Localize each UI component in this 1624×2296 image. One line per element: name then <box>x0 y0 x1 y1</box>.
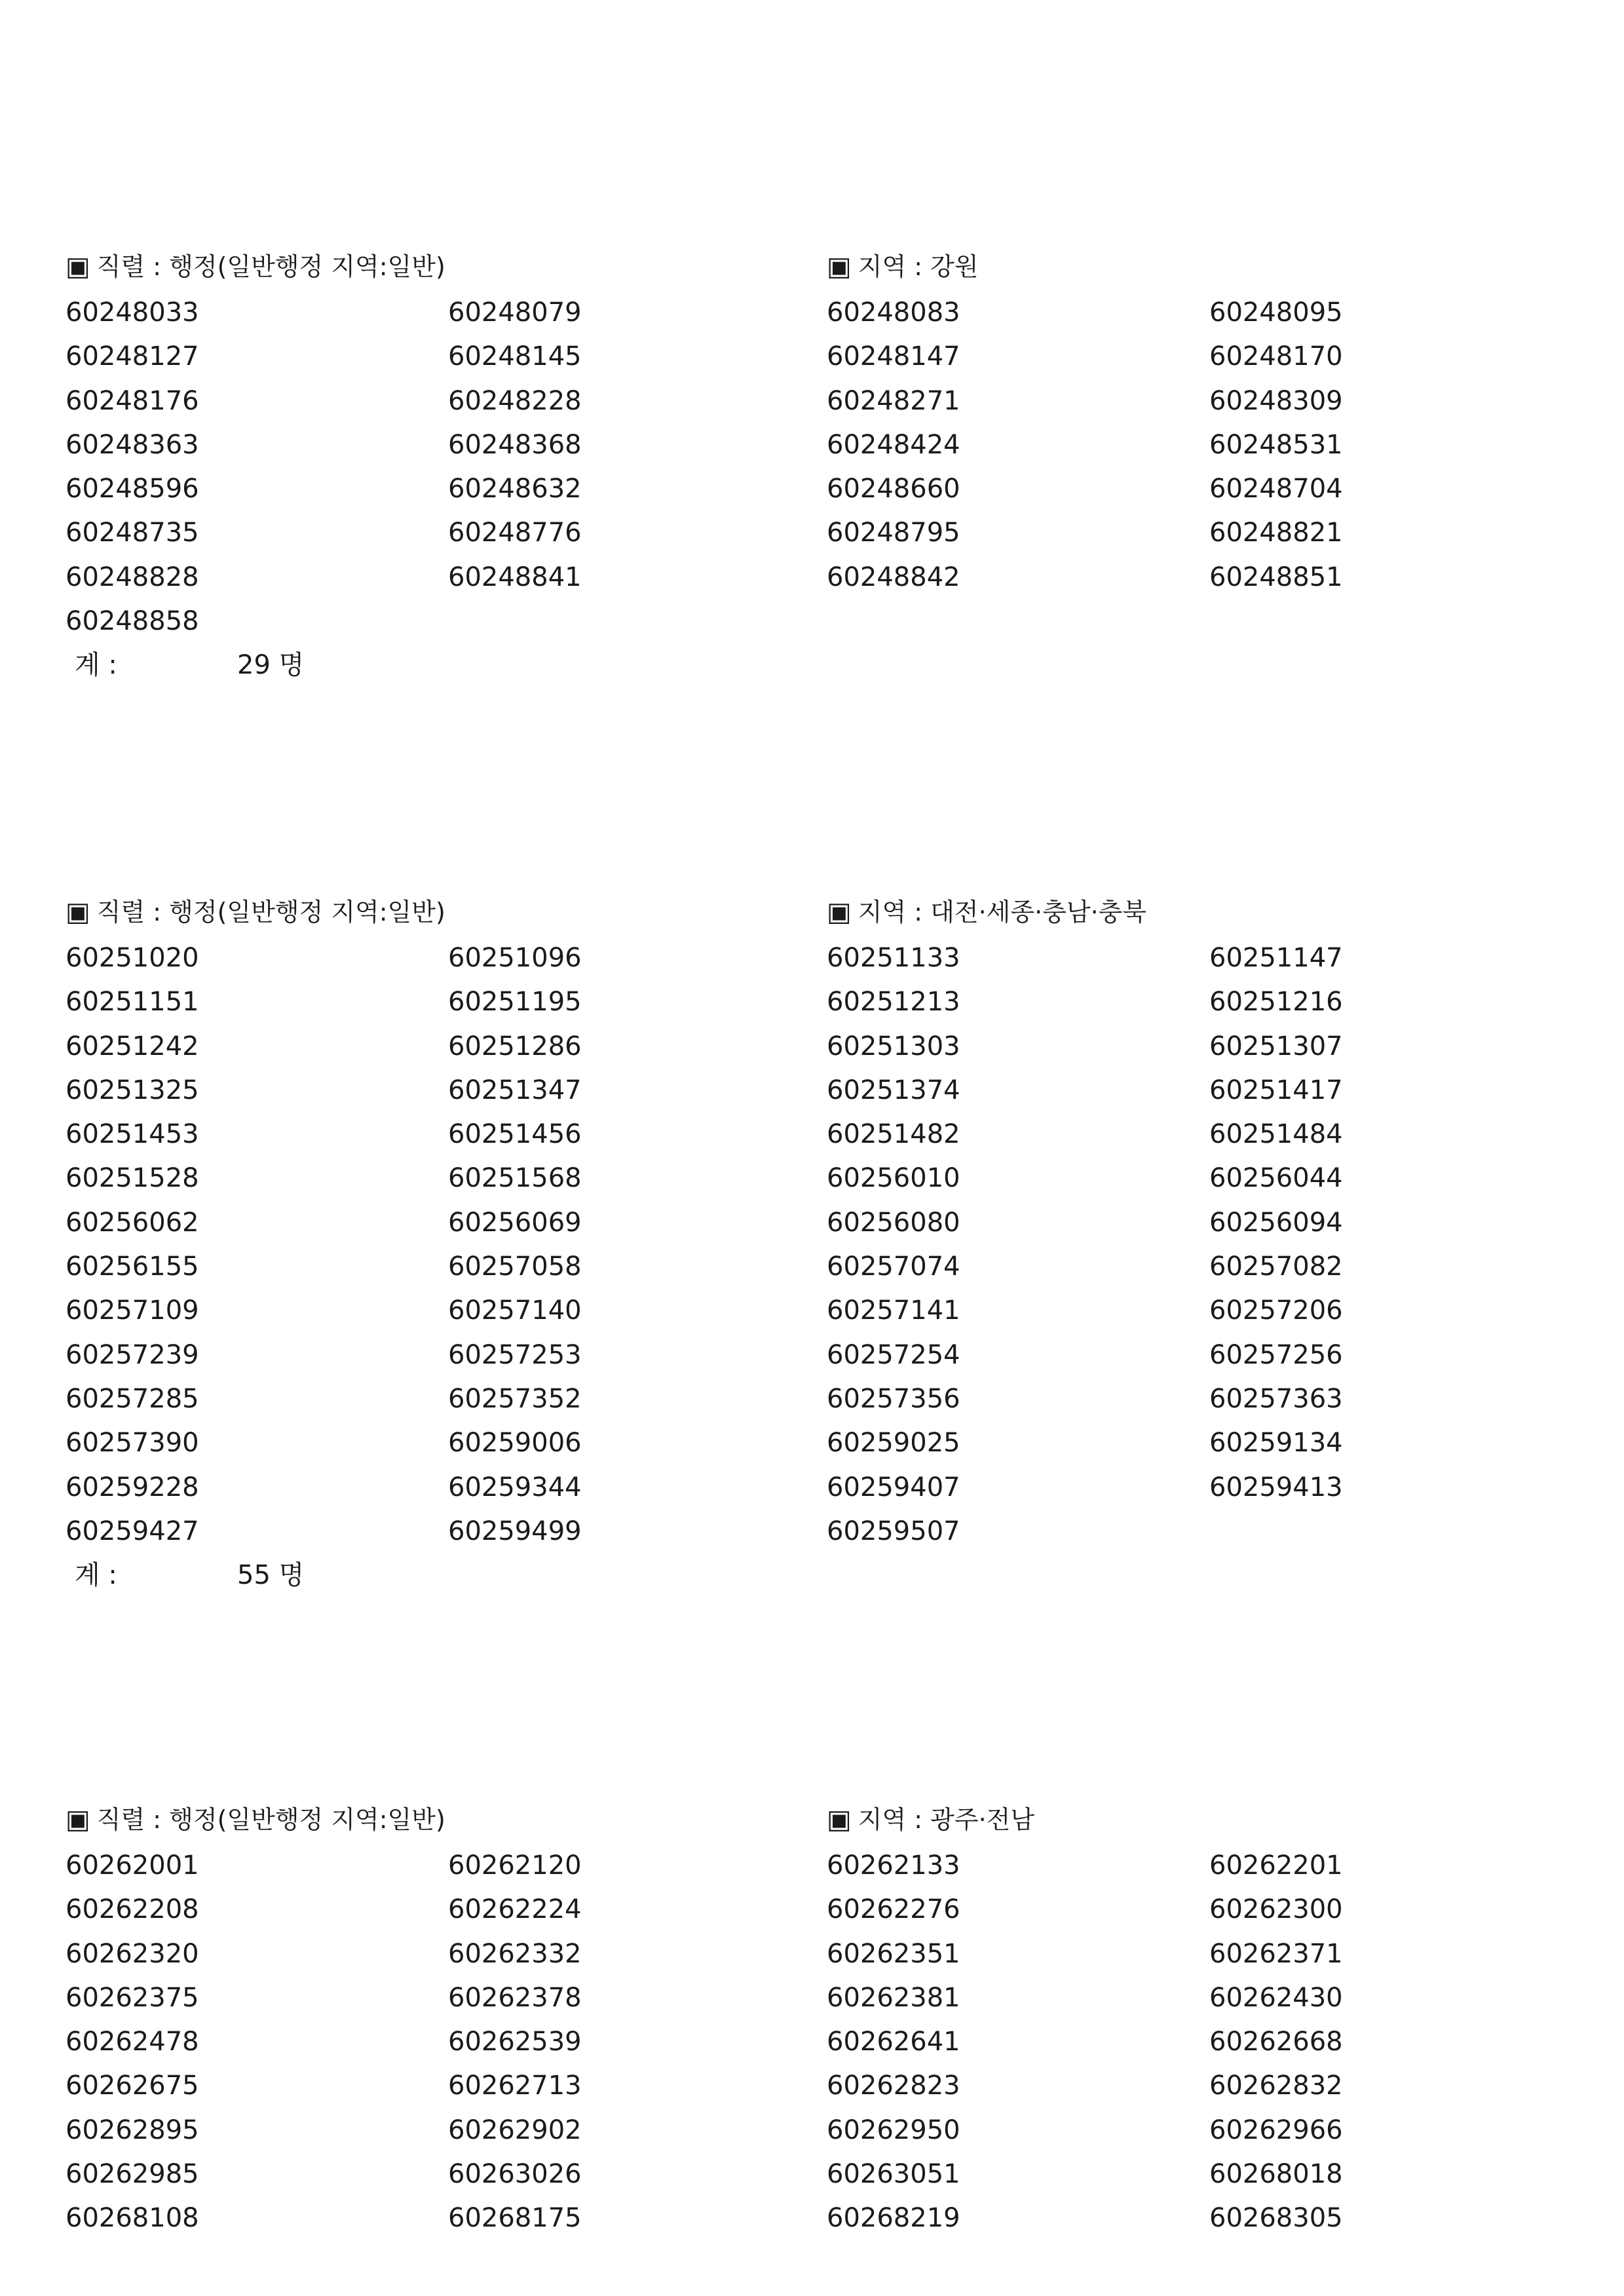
registration-number: 60256155 <box>66 1252 199 1282</box>
registration-number: 60251151 <box>66 987 199 1018</box>
job-series-header <box>66 242 445 291</box>
registration-number: 60262832 <box>1209 2071 1343 2101</box>
registration-number: 60251417 <box>1209 1075 1343 1105</box>
registration-number-grid <box>66 291 1533 643</box>
registration-number: 60251374 <box>827 1075 960 1105</box>
registration-number: 60257352 <box>448 1383 582 1414</box>
registration-number: 60251453 <box>66 1119 199 1150</box>
section-header-row <box>66 1795 1533 1844</box>
square-bullet-icon: ▣ <box>66 1805 90 1835</box>
registration-number: 60263026 <box>448 2159 582 2190</box>
registration-number: 60262478 <box>66 2027 199 2057</box>
registration-number: 60251303 <box>827 1031 960 1062</box>
registration-number: 60257058 <box>448 1252 582 1282</box>
registration-number: 60262120 <box>448 1850 582 1881</box>
registration-number: 60248095 <box>1209 297 1343 328</box>
registration-number: 60262201 <box>1209 1850 1343 1881</box>
registration-number: 60248368 <box>448 429 582 460</box>
registration-number: 60251484 <box>1209 1119 1343 1150</box>
square-bullet-icon: ▣ <box>66 897 90 927</box>
registration-number: 60256069 <box>448 1207 582 1238</box>
registration-number: 60257356 <box>827 1383 960 1414</box>
registration-number: 60268018 <box>1209 2159 1343 2190</box>
registration-number: 60248424 <box>827 429 960 460</box>
registration-number: 60248145 <box>448 341 582 372</box>
registration-number: 60262208 <box>66 1894 199 1925</box>
job-series-header <box>66 1795 445 1844</box>
candidate-section <box>66 1795 1533 2241</box>
registration-number: 60251213 <box>827 987 960 1018</box>
registration-number: 60257082 <box>1209 1252 1343 1282</box>
registration-number: 60259499 <box>448 1516 582 1546</box>
total-label: 계 : <box>75 1560 117 1591</box>
square-bullet-icon: ▣ <box>827 1805 852 1835</box>
registration-number: 60248795 <box>827 518 960 548</box>
registration-number: 60259507 <box>827 1516 960 1546</box>
registration-number: 60248228 <box>448 385 582 416</box>
registration-number: 60251482 <box>827 1119 960 1150</box>
header-text: 직렬 : 행정(일반행정 지역:일반) <box>96 1805 445 1834</box>
header-text: 지역 : 강원 <box>858 252 979 281</box>
registration-number: 60257140 <box>448 1295 582 1326</box>
registration-number: 60262375 <box>66 1982 199 2013</box>
registration-number: 60257253 <box>448 1339 582 1370</box>
registration-number: 60268175 <box>448 2203 582 2234</box>
registration-number: 60248083 <box>827 297 960 328</box>
registration-number: 60251147 <box>1209 943 1343 973</box>
registration-number: 60257390 <box>66 1428 199 1459</box>
registration-number: 60262985 <box>66 2159 199 2190</box>
registration-number: 60248127 <box>66 341 199 372</box>
registration-number: 60251347 <box>448 1075 582 1105</box>
registration-number: 60262381 <box>827 1982 960 2013</box>
registration-number: 60248735 <box>66 518 199 548</box>
total-row <box>66 1554 1533 1598</box>
region-header <box>827 1795 1034 1844</box>
registration-number: 60251242 <box>66 1031 199 1062</box>
registration-number: 60248858 <box>66 606 199 637</box>
registration-number: 60248033 <box>66 297 199 328</box>
registration-number: 60262966 <box>1209 2114 1343 2145</box>
registration-number: 60257256 <box>1209 1339 1343 1370</box>
registration-number: 60251195 <box>448 987 582 1018</box>
header-text: 지역 : 대전·세종·충남·충북 <box>858 898 1147 927</box>
registration-number: 60262320 <box>66 1938 199 1969</box>
registration-number: 60251020 <box>66 943 199 973</box>
registration-number: 60262276 <box>827 1894 960 1925</box>
square-bullet-icon: ▣ <box>827 252 852 282</box>
registration-number: 60248271 <box>827 385 960 416</box>
candidate-section <box>66 242 1533 687</box>
registration-number-grid <box>66 1844 1533 2241</box>
section-header-row <box>66 888 1533 936</box>
registration-number: 60248309 <box>1209 385 1343 416</box>
registration-number: 60257254 <box>827 1339 960 1370</box>
registration-number: 60262001 <box>66 1850 199 1881</box>
registration-number: 60259413 <box>1209 1472 1343 1502</box>
registration-number: 60248170 <box>1209 341 1343 372</box>
registration-number: 60251216 <box>1209 987 1343 1018</box>
total-count: 29 명 <box>237 650 305 681</box>
registration-number: 60268305 <box>1209 2203 1343 2234</box>
registration-number: 60262668 <box>1209 2027 1343 2057</box>
square-bullet-icon: ▣ <box>827 897 852 927</box>
registration-number: 60268108 <box>66 2203 199 2234</box>
total-count: 55 명 <box>237 1560 305 1591</box>
registration-number: 60262895 <box>66 2114 199 2145</box>
registration-number: 60257074 <box>827 1252 960 1282</box>
registration-number: 60262430 <box>1209 1982 1343 2013</box>
registration-number: 60257141 <box>827 1295 960 1326</box>
registration-number: 60248531 <box>1209 429 1343 460</box>
registration-number: 60262713 <box>448 2071 582 2101</box>
registration-number: 60262133 <box>827 1850 960 1881</box>
registration-number: 60251325 <box>66 1075 199 1105</box>
registration-number: 60259134 <box>1209 1428 1343 1459</box>
registration-number: 60263051 <box>827 2159 960 2190</box>
registration-number: 60262224 <box>448 1894 582 1925</box>
section-header-row <box>66 242 1533 291</box>
registration-number: 60248821 <box>1209 518 1343 548</box>
total-label: 계 : <box>75 650 117 681</box>
registration-number: 60251307 <box>1209 1031 1343 1062</box>
registration-number: 60248596 <box>66 474 199 505</box>
registration-number: 60259228 <box>66 1472 199 1502</box>
region-header <box>827 242 979 291</box>
registration-number: 60256080 <box>827 1207 960 1238</box>
registration-number: 60262902 <box>448 2114 582 2145</box>
registration-number: 60248363 <box>66 429 199 460</box>
registration-number: 60251133 <box>827 943 960 973</box>
registration-number: 60268219 <box>827 2203 960 2234</box>
registration-number: 60256062 <box>66 1207 199 1238</box>
registration-number: 60248776 <box>448 518 582 548</box>
registration-number: 60262300 <box>1209 1894 1343 1925</box>
registration-number: 60251528 <box>66 1163 199 1194</box>
registration-number: 60262332 <box>448 1938 582 1969</box>
registration-number: 60248176 <box>66 385 199 416</box>
registration-number: 60262675 <box>66 2071 199 2101</box>
registration-number: 60251096 <box>448 943 582 973</box>
registration-number: 60262539 <box>448 2027 582 2057</box>
job-series-header <box>66 888 445 936</box>
registration-number: 60262371 <box>1209 1938 1343 1969</box>
registration-number: 60257363 <box>1209 1383 1343 1414</box>
registration-number: 60248660 <box>827 474 960 505</box>
registration-number: 60262378 <box>448 1982 582 2013</box>
registration-number: 60262823 <box>827 2071 960 2101</box>
registration-number: 60248851 <box>1209 562 1343 592</box>
registration-number: 60262351 <box>827 1938 960 1969</box>
square-bullet-icon: ▣ <box>66 252 90 282</box>
registration-number: 60259025 <box>827 1428 960 1459</box>
header-text: 직렬 : 행정(일반행정 지역:일반) <box>96 252 445 281</box>
registration-number: 60248079 <box>448 297 582 328</box>
registration-number: 60248841 <box>448 562 582 592</box>
registration-number: 60256094 <box>1209 1207 1343 1238</box>
registration-number: 60259407 <box>827 1472 960 1502</box>
candidate-section <box>66 888 1533 1598</box>
registration-number: 60248828 <box>66 562 199 592</box>
registration-number: 60248842 <box>827 562 960 592</box>
registration-number: 60256010 <box>827 1163 960 1194</box>
registration-number-grid <box>66 936 1533 1554</box>
registration-number: 60259344 <box>448 1472 582 1502</box>
registration-number: 60259006 <box>448 1428 582 1459</box>
registration-number: 60248704 <box>1209 474 1343 505</box>
registration-number: 60257285 <box>66 1383 199 1414</box>
header-text: 지역 : 광주·전남 <box>858 1805 1035 1834</box>
total-row <box>66 643 1533 687</box>
registration-number: 60248147 <box>827 341 960 372</box>
registration-number: 60257239 <box>66 1339 199 1370</box>
registration-number: 60262950 <box>827 2114 960 2145</box>
registration-number: 60251286 <box>448 1031 582 1062</box>
region-header <box>827 888 1146 936</box>
registration-number: 60259427 <box>66 1516 199 1546</box>
registration-number: 60262641 <box>827 2027 960 2057</box>
registration-number: 60251456 <box>448 1119 582 1150</box>
registration-number: 60251568 <box>448 1163 582 1194</box>
header-text: 직렬 : 행정(일반행정 지역:일반) <box>96 898 445 927</box>
registration-number: 60257206 <box>1209 1295 1343 1326</box>
registration-number: 60256044 <box>1209 1163 1343 1194</box>
registration-number: 60248632 <box>448 474 582 505</box>
registration-number: 60257109 <box>66 1295 199 1326</box>
